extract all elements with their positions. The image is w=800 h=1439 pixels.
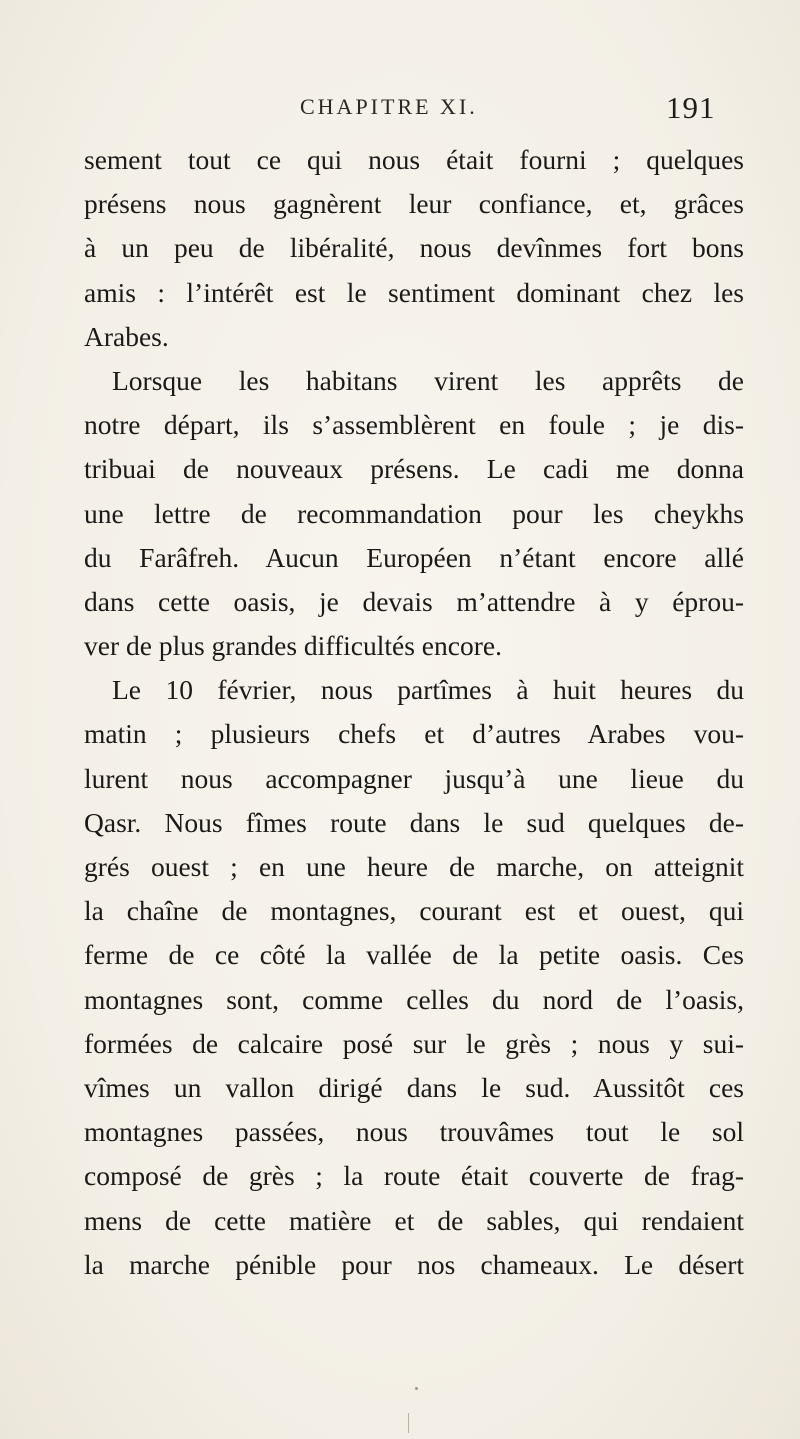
text-line: ferme de ce côté la vallée de la petite oasis. Ces <box>84 939 744 971</box>
text-line: la marche pénible pour nos chameaux. Le désert <box>84 1248 744 1280</box>
text-line: montagnes passées, nous trouvâmes tout le sol <box>84 1116 744 1148</box>
text-line: une lettre de recommandation pour les cheykhs <box>84 497 744 529</box>
text-line: Arabes. <box>84 320 169 352</box>
text-line: Le 10 février, nous partîmes à huit heures du <box>112 674 744 706</box>
text-line: présens nous gagnèrent leur confiance, et, grâces <box>84 188 744 220</box>
paper-mark <box>408 1413 409 1433</box>
text-line: notre départ, ils s’assemblèrent en foule ; je dis- <box>84 409 744 441</box>
text-line: montagnes sont, comme celles du nord de l’oasis, <box>84 983 744 1015</box>
text-line: grés ouest ; en une heure de marche, on atteignit <box>84 851 744 882</box>
text-line: tribuai de nouveaux présens. Le cadi me donna <box>84 453 744 485</box>
text-line: à un peu de libéralité, nous devînmes fort bons <box>84 232 744 264</box>
text-line: mens de cette matière et de sables, qui rendaient <box>84 1204 744 1236</box>
text-line: ver de plus grandes difficultés encore. <box>84 630 502 662</box>
page-header <box>0 90 800 126</box>
text-line: composé de grès ; la route était couverte de frag- <box>84 1160 744 1192</box>
text-line: Qasr. Nous fîmes route dans le sud quelques de- <box>84 806 744 838</box>
text-line: sement tout ce qui nous était fourni ; quelques <box>84 144 744 175</box>
text-line: matin ; plusieurs chefs et d’autres Arabes vou- <box>84 718 744 750</box>
text-line: amis : l’intérêt est le sentiment dominant chez les <box>84 276 744 308</box>
text-line: vîmes un vallon dirigé dans le sud. Aussitôt ces <box>84 1071 744 1103</box>
text-line: Lorsque les habitans virent les apprêts de <box>112 364 744 396</box>
text-line: formées de calcaire posé sur le grès ; nous y sui- <box>84 1027 744 1059</box>
page-number: 191 <box>666 90 716 125</box>
text-line: dans cette oasis, je devais m’attendre à y éprou- <box>84 585 744 617</box>
text-line: lurent nous accompagner jusqu’à une lieue du <box>84 762 744 794</box>
body-text <box>84 138 744 1287</box>
text-line: du Farâfreh. Aucun Européen n’étant encore allé <box>84 541 744 573</box>
text-line: la chaîne de montagnes, courant est et ouest, qui <box>84 895 744 927</box>
paper-speck <box>415 1387 418 1390</box>
running-head: CHAPITRE XI. <box>300 94 478 119</box>
